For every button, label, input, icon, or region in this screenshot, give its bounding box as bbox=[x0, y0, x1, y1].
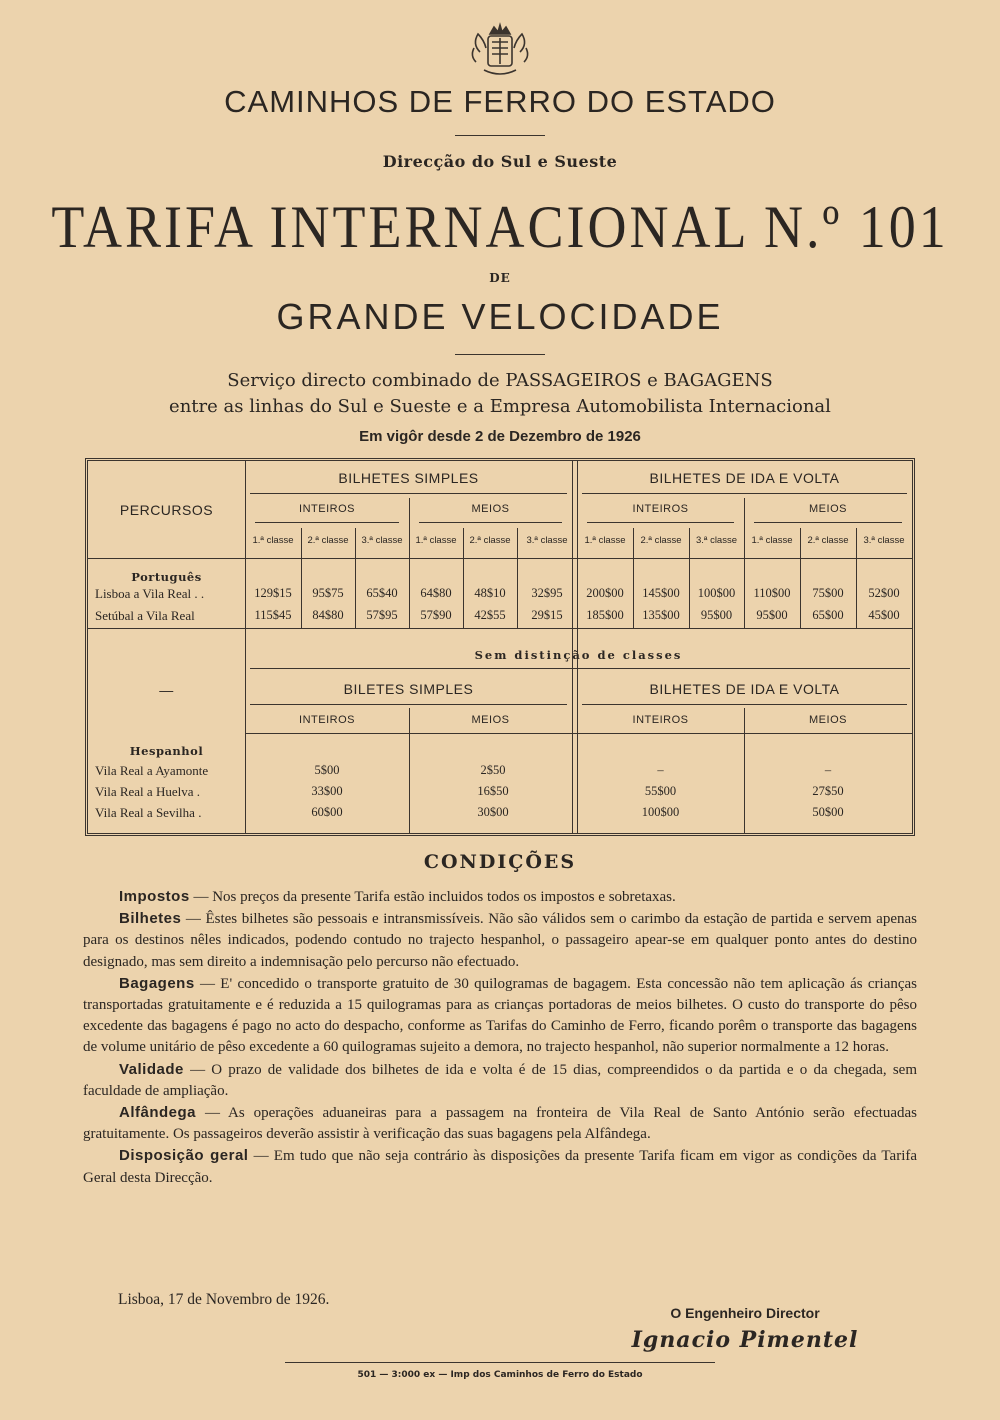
condition-bilhetes: Bilhetes — Êstes bilhetes são pessoais e intransmissíveis. Não são válidos sem o carimbo da estação de partida e servem apenas para os destinos nêles indicados, podendo contudo no trajecto hespanhol, o passageiro apear-se em qualquer ponto antes do destino designado, mas sem direito a indemnisação pelo percurso não efectuado. bbox=[83, 910, 917, 970]
header-bilhetes-ida-volta: BILHETES DE IDA E VOLTA bbox=[649, 681, 840, 697]
condition-validade: Validade — O prazo de validade dos bilhetes de ida e volta é de 15 dias, compreendidos o da partida e o da chegada, sem faculdade de ampliação. bbox=[83, 1060, 918, 1099]
condition-alfandega: Alfândega — As operações aduaneiras para a passagem na fronteira de Vila Real de Santo António serão efectuadas gratuitamente. Os passageiros deverão assistir à verificação das suas bagagens pela Alfândega. bbox=[83, 1104, 917, 1143]
header-biletes-simples: BILETES SIMPLES bbox=[343, 681, 474, 697]
fare-cell: 100$00 bbox=[697, 586, 736, 600]
conditions-list bbox=[83, 886, 917, 1189]
route-label: Lisboa a Vila Real . . bbox=[95, 586, 205, 601]
validity-date: Em vigôr desde 2 de Dezembro de 1926 bbox=[359, 428, 641, 445]
footer-divider bbox=[285, 1362, 715, 1363]
organization-name: CAMINHOS DE FERRO DO ESTADO bbox=[224, 84, 776, 119]
fare-cell: 60$00 bbox=[311, 805, 343, 819]
fare-cell: 135$00 bbox=[642, 608, 680, 622]
direction-name: Direcção do Sul e Sueste bbox=[382, 152, 618, 171]
fare-cell: 65$00 bbox=[812, 608, 844, 622]
place-date: Lisboa, 17 de Novembro de 1926. bbox=[118, 1291, 330, 1308]
header-percursos: PERCURSOS bbox=[119, 502, 214, 518]
class-header: 1.ª classe bbox=[415, 535, 457, 546]
fare-cell: 27$50 bbox=[812, 784, 844, 798]
fare-cell: 50$00 bbox=[812, 805, 844, 819]
fare-cell: 32$95 bbox=[531, 586, 563, 600]
fare-cell: 84$80 bbox=[312, 608, 344, 622]
route-label: Vila Real a Sevilha . bbox=[95, 805, 202, 820]
fare-cell: – bbox=[657, 763, 664, 777]
fare-cell: 29$15 bbox=[531, 608, 563, 622]
fare-cell: 64$80 bbox=[420, 586, 452, 600]
route-label: Setúbal a Vila Real bbox=[95, 608, 195, 623]
conditions-title: CONDIÇÕES bbox=[423, 851, 577, 873]
fare-cell: 55$00 bbox=[644, 784, 677, 798]
class-header: 3.ª classe bbox=[863, 535, 905, 546]
fare-cell: 52$00 bbox=[868, 586, 900, 600]
class-header: 2.ª classe bbox=[640, 535, 682, 546]
fare-cell: 115$45 bbox=[254, 608, 292, 622]
header-inteiros: INTEIROS bbox=[632, 503, 689, 515]
fare-cell: – bbox=[824, 763, 832, 777]
fare-cell: 95$00 bbox=[700, 608, 733, 622]
coat-of-arms-icon bbox=[466, 22, 534, 80]
fare-cell: 95$00 bbox=[756, 608, 788, 622]
fare-cell: 2$50 bbox=[480, 763, 506, 777]
dash: — bbox=[159, 682, 174, 698]
header-meios: MEIOS bbox=[809, 714, 847, 726]
service-line-1: Serviço directo combinado de PASSAGEIROS e BAGAGENS bbox=[227, 370, 773, 391]
class-header: 3.ª classe bbox=[695, 535, 737, 546]
header-bilhetes-ida-volta: BILHETES DE IDA E VOLTA bbox=[649, 470, 840, 486]
group-portugues: Português bbox=[131, 570, 202, 584]
condition-impostos: Impostos — Nos preços da presente Tarifa estão incluidos todos os impostos e sobretaxas. bbox=[119, 888, 676, 905]
class-header: 1.ª classe bbox=[751, 535, 793, 546]
header-meios: MEIOS bbox=[471, 503, 510, 515]
fare-cell: 45$00 bbox=[868, 608, 900, 622]
fare-cell: 185$00 bbox=[586, 608, 624, 622]
route-label: Vila Real a Ayamonte bbox=[95, 763, 209, 778]
header-inteiros: INTEIROS bbox=[299, 503, 355, 515]
sem-distincao-label: Sem distinção de classes bbox=[474, 648, 683, 662]
header-inteiros: INTEIROS bbox=[632, 714, 689, 726]
fare-cell: 145$00 bbox=[642, 586, 680, 600]
divider bbox=[455, 135, 545, 136]
header-meios: MEIOS bbox=[809, 503, 847, 515]
de-label: DE bbox=[489, 271, 511, 285]
tariff-title: TARIFA INTERNACIONAL N.º 101 bbox=[51, 193, 949, 261]
fare-cell: 110$00 bbox=[753, 586, 791, 600]
condition-bagagens: Bagagens — E' concedido o transporte gratuito de 30 quilogramas de bagagem. Esta concessão não tem aplicação ás crianças transportadas gratuitamente e é reduzida a 15 quilogramas para as crianças portadoras de meios bilhetes. O custo do transporte do pêso excedente das bagagens é pago no acto do despacho, conforme as Tarifas do Caminho de Ferro, ficando porêm o transporte das bagagens de volume unitário de pêso excedente a 60 quilogramas sujeito a demora, no trajecto hespanhol, não superior normalmente a 12 horas. bbox=[83, 974, 917, 1056]
header-bilhetes-simples: BILHETES SIMPLES bbox=[338, 470, 479, 486]
fare-cell: 95$75 bbox=[312, 586, 344, 600]
fare-cell: 16$50 bbox=[477, 784, 509, 798]
fare-cell: 75$00 bbox=[812, 586, 844, 600]
fare-cell: 5$00 bbox=[314, 763, 340, 777]
fare-cell: 42$55 bbox=[474, 608, 506, 622]
fare-cell: 33$00 bbox=[311, 784, 343, 798]
fare-cell: 57$90 bbox=[420, 608, 452, 622]
header-inteiros: INTEIROS bbox=[299, 714, 355, 726]
class-header: 2.ª classe bbox=[807, 535, 849, 546]
signature: Ignacio Pimentel bbox=[631, 1327, 859, 1353]
condition-disposicao-geral: Disposição geral — Em tudo que não seja contrário às disposições da presente Tarifa ficam em vigor as condições da Tarifa Geral desta Direcção. bbox=[83, 1147, 918, 1186]
route-label: Vila Real a Huelva . bbox=[95, 784, 200, 799]
class-header: 2.ª classe bbox=[469, 535, 511, 546]
signatory-role: O Engenheiro Director bbox=[670, 1305, 820, 1321]
header-meios: MEIOS bbox=[471, 714, 510, 726]
speed-title: GRANDE VELOCIDADE bbox=[276, 296, 724, 337]
divider bbox=[455, 354, 545, 355]
fare-cell: 30$00 bbox=[477, 805, 509, 819]
class-header: 1.ª classe bbox=[252, 535, 294, 546]
fare-cell: 200$00 bbox=[586, 586, 624, 600]
class-header: 3.ª classe bbox=[526, 535, 568, 546]
group-hespanhol: Hespanhol bbox=[129, 744, 204, 758]
fares-table-content bbox=[85, 458, 915, 836]
fare-cell: 57$95 bbox=[366, 608, 398, 622]
class-header: 2.ª classe bbox=[307, 535, 349, 546]
service-line-2: entre as linhas do Sul e Sueste e a Empresa Automobilista Internacional bbox=[169, 396, 831, 417]
imprint: 501 — 3:000 ex — Imp dos Caminhos de Ferro do Estado bbox=[357, 1370, 643, 1380]
fare-cell: 100$00 bbox=[641, 805, 680, 819]
fare-cell: 65$40 bbox=[366, 586, 398, 600]
class-header: 1.ª classe bbox=[584, 535, 626, 546]
class-header: 3.ª classe bbox=[361, 535, 403, 546]
fare-cell: 48$10 bbox=[474, 586, 506, 600]
fare-cell: 129$15 bbox=[254, 586, 292, 600]
